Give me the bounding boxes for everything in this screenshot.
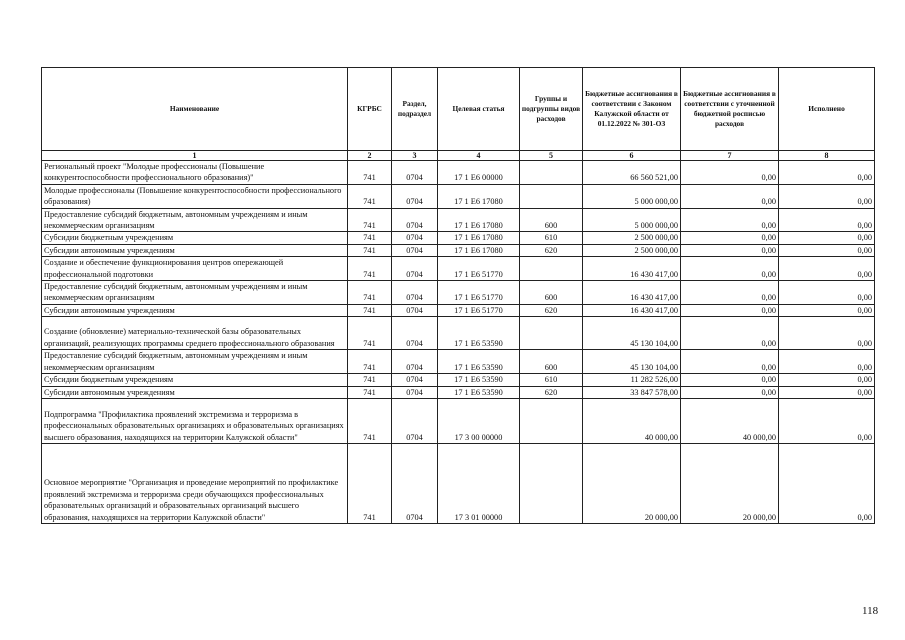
table-row — [42, 350, 875, 374]
col-number: 7 — [681, 151, 779, 161]
table-body — [42, 161, 875, 524]
row-law-amount: 5 000 000,00 — [583, 184, 681, 208]
table-row — [42, 443, 875, 523]
row-law-amount: 33 847 578,00 — [583, 386, 681, 398]
row-refined-amount: 0,00 — [681, 161, 779, 185]
row-target: 17 1 E6 53590 — [438, 386, 520, 398]
row-group: 620 — [520, 244, 583, 256]
table-row — [42, 386, 875, 398]
row-kgrbs: 741 — [348, 281, 392, 305]
budget-table — [41, 67, 875, 524]
row-group — [520, 161, 583, 185]
row-section: 0704 — [392, 281, 438, 305]
table-row — [42, 398, 875, 443]
row-kgrbs: 741 — [348, 244, 392, 256]
row-name: Предоставление субсидий бюджетным, автономным учреждениям и иным некоммерческим организациям — [42, 350, 348, 374]
row-section: 0704 — [392, 232, 438, 244]
row-law-amount: 45 130 104,00 — [583, 350, 681, 374]
row-name: Субсидии автономным учреждениям — [42, 386, 348, 398]
row-kgrbs: 741 — [348, 443, 392, 523]
col-number: 6 — [583, 151, 681, 161]
row-refined-amount: 0,00 — [681, 304, 779, 316]
row-executed-amount: 0,00 — [779, 350, 875, 374]
row-refined-amount: 0,00 — [681, 184, 779, 208]
table-row — [42, 208, 875, 232]
row-target: 17 3 00 00000 — [438, 398, 520, 443]
row-executed-amount: 0,00 — [779, 161, 875, 185]
row-target: 17 1 E6 53590 — [438, 374, 520, 386]
row-target: 17 1 E6 51770 — [438, 257, 520, 281]
table-row — [42, 244, 875, 256]
row-section: 0704 — [392, 443, 438, 523]
row-executed-amount: 0,00 — [779, 244, 875, 256]
row-executed-amount: 0,00 — [779, 374, 875, 386]
col-number: 4 — [438, 151, 520, 161]
row-target: 17 1 E6 17080 — [438, 244, 520, 256]
table-row — [42, 232, 875, 244]
row-kgrbs: 741 — [348, 304, 392, 316]
row-target: 17 1 E6 17080 — [438, 208, 520, 232]
col-number: 2 — [348, 151, 392, 161]
row-section: 0704 — [392, 350, 438, 374]
row-law-amount: 5 000 000,00 — [583, 208, 681, 232]
row-name: Подпрограмма "Профилактика проявлений экстремизма и терроризма в профессиональных образовательных организациях и образовательных организациях высшего образования, находящихся на территории Калужской области" — [42, 398, 348, 443]
row-target: 17 1 E6 17080 — [438, 232, 520, 244]
row-refined-amount: 0,00 — [681, 232, 779, 244]
row-section: 0704 — [392, 184, 438, 208]
row-group — [520, 257, 583, 281]
row-law-amount: 2 500 000,00 — [583, 244, 681, 256]
row-name: Субсидии бюджетным учреждениям — [42, 374, 348, 386]
row-executed-amount: 0,00 — [779, 232, 875, 244]
table-row — [42, 374, 875, 386]
header-target: Целевая статья — [438, 68, 520, 151]
row-refined-amount: 0,00 — [681, 374, 779, 386]
table-row — [42, 161, 875, 185]
row-section: 0704 — [392, 304, 438, 316]
row-executed-amount: 0,00 — [779, 386, 875, 398]
header-row — [42, 68, 875, 151]
row-law-amount: 40 000,00 — [583, 398, 681, 443]
row-refined-amount: 40 000,00 — [681, 398, 779, 443]
table-row — [42, 257, 875, 281]
row-group: 620 — [520, 386, 583, 398]
row-group: 610 — [520, 232, 583, 244]
row-kgrbs: 741 — [348, 374, 392, 386]
row-target: 17 1 E6 51770 — [438, 304, 520, 316]
row-refined-amount: 20 000,00 — [681, 443, 779, 523]
row-law-amount: 16 430 417,00 — [583, 257, 681, 281]
row-kgrbs: 741 — [348, 398, 392, 443]
row-kgrbs: 741 — [348, 161, 392, 185]
row-section: 0704 — [392, 244, 438, 256]
row-kgrbs: 741 — [348, 350, 392, 374]
header-refined: Бюджетные ассигнования в соответствии с уточненной бюджетной росписью расходов — [681, 68, 779, 151]
row-kgrbs: 741 — [348, 386, 392, 398]
row-executed-amount: 0,00 — [779, 398, 875, 443]
row-kgrbs: 741 — [348, 184, 392, 208]
row-executed-amount: 0,00 — [779, 281, 875, 305]
row-group — [520, 443, 583, 523]
table-row — [42, 184, 875, 208]
row-name: Региональный проект "Молодые профессионалы (Повышение конкурентоспособности профессионального образования)" — [42, 161, 348, 185]
row-section: 0704 — [392, 398, 438, 443]
row-name: Основное мероприятие "Организация и проведение мероприятий по профилактике проявлений экстремизма и терроризма среди обучающихся профессиональных образовательных организаций и образовательных организаций высшего образования, находящихся на территории Калужской области" — [42, 443, 348, 523]
row-refined-amount: 0,00 — [681, 257, 779, 281]
row-name: Предоставление субсидий бюджетным, автономным учреждениям и иным некоммерческим организациям — [42, 208, 348, 232]
table-row — [42, 281, 875, 305]
row-group: 610 — [520, 374, 583, 386]
row-name: Создание (обновление) материально-технической базы образовательных организаций, реализующих программы среднего профессионального образования — [42, 317, 348, 350]
row-executed-amount: 0,00 — [779, 304, 875, 316]
row-refined-amount: 0,00 — [681, 350, 779, 374]
header-section: Раздел, подраздел — [392, 68, 438, 151]
row-law-amount: 45 130 104,00 — [583, 317, 681, 350]
row-executed-amount: 0,00 — [779, 443, 875, 523]
row-law-amount: 11 282 526,00 — [583, 374, 681, 386]
row-group: 620 — [520, 304, 583, 316]
row-target: 17 1 E6 51770 — [438, 281, 520, 305]
row-name: Субсидии бюджетным учреждениям — [42, 232, 348, 244]
row-kgrbs: 741 — [348, 257, 392, 281]
row-group — [520, 398, 583, 443]
row-executed-amount: 0,00 — [779, 317, 875, 350]
row-kgrbs: 741 — [348, 232, 392, 244]
row-section: 0704 — [392, 386, 438, 398]
row-section: 0704 — [392, 161, 438, 185]
row-law-amount: 16 430 417,00 — [583, 304, 681, 316]
row-group: 600 — [520, 281, 583, 305]
row-section: 0704 — [392, 208, 438, 232]
row-kgrbs: 741 — [348, 208, 392, 232]
row-name: Субсидии автономным учреждениям — [42, 304, 348, 316]
column-number-row — [42, 151, 875, 161]
row-target: 17 1 E6 00000 — [438, 161, 520, 185]
table-row — [42, 317, 875, 350]
row-section: 0704 — [392, 317, 438, 350]
row-group — [520, 184, 583, 208]
header-groups: Группы и подгруппы видов расходов — [520, 68, 583, 151]
col-number: 1 — [42, 151, 348, 161]
row-law-amount: 66 560 521,00 — [583, 161, 681, 185]
header-name: Наименование — [42, 68, 348, 151]
header-kgrbs: КГРБС — [348, 68, 392, 151]
row-kgrbs: 741 — [348, 317, 392, 350]
row-section: 0704 — [392, 257, 438, 281]
row-executed-amount: 0,00 — [779, 257, 875, 281]
row-refined-amount: 0,00 — [681, 386, 779, 398]
row-target: 17 1 E6 53590 — [438, 350, 520, 374]
row-name: Создание и обеспечение функционирования центров опережающей профессиональной подготовки — [42, 257, 348, 281]
row-group: 600 — [520, 208, 583, 232]
row-refined-amount: 0,00 — [681, 208, 779, 232]
row-executed-amount: 0,00 — [779, 208, 875, 232]
row-executed-amount: 0,00 — [779, 184, 875, 208]
header-executed: Исполнено — [779, 68, 875, 151]
row-target: 17 3 01 00000 — [438, 443, 520, 523]
row-name: Субсидии автономным учреждениям — [42, 244, 348, 256]
header-law: Бюджетные ассигнования в соответствии с Законом Калужской области от 01.12.2022 № 301-ОЗ — [583, 68, 681, 151]
row-refined-amount: 0,00 — [681, 317, 779, 350]
row-group — [520, 317, 583, 350]
row-law-amount: 16 430 417,00 — [583, 281, 681, 305]
row-target: 17 1 E6 53590 — [438, 317, 520, 350]
page-number: 118 — [862, 605, 879, 617]
col-number: 8 — [779, 151, 875, 161]
row-law-amount: 2 500 000,00 — [583, 232, 681, 244]
col-number: 3 — [392, 151, 438, 161]
row-refined-amount: 0,00 — [681, 281, 779, 305]
col-number: 5 — [520, 151, 583, 161]
row-group: 600 — [520, 350, 583, 374]
row-refined-amount: 0,00 — [681, 244, 779, 256]
row-target: 17 1 E6 17080 — [438, 184, 520, 208]
row-name: Предоставление субсидий бюджетным, автономным учреждениям и иным некоммерческим организациям — [42, 281, 348, 305]
row-name: Молодые профессионалы (Повышение конкурентоспособности профессионального образования) — [42, 184, 348, 208]
table-row — [42, 304, 875, 316]
row-law-amount: 20 000,00 — [583, 443, 681, 523]
row-section: 0704 — [392, 374, 438, 386]
